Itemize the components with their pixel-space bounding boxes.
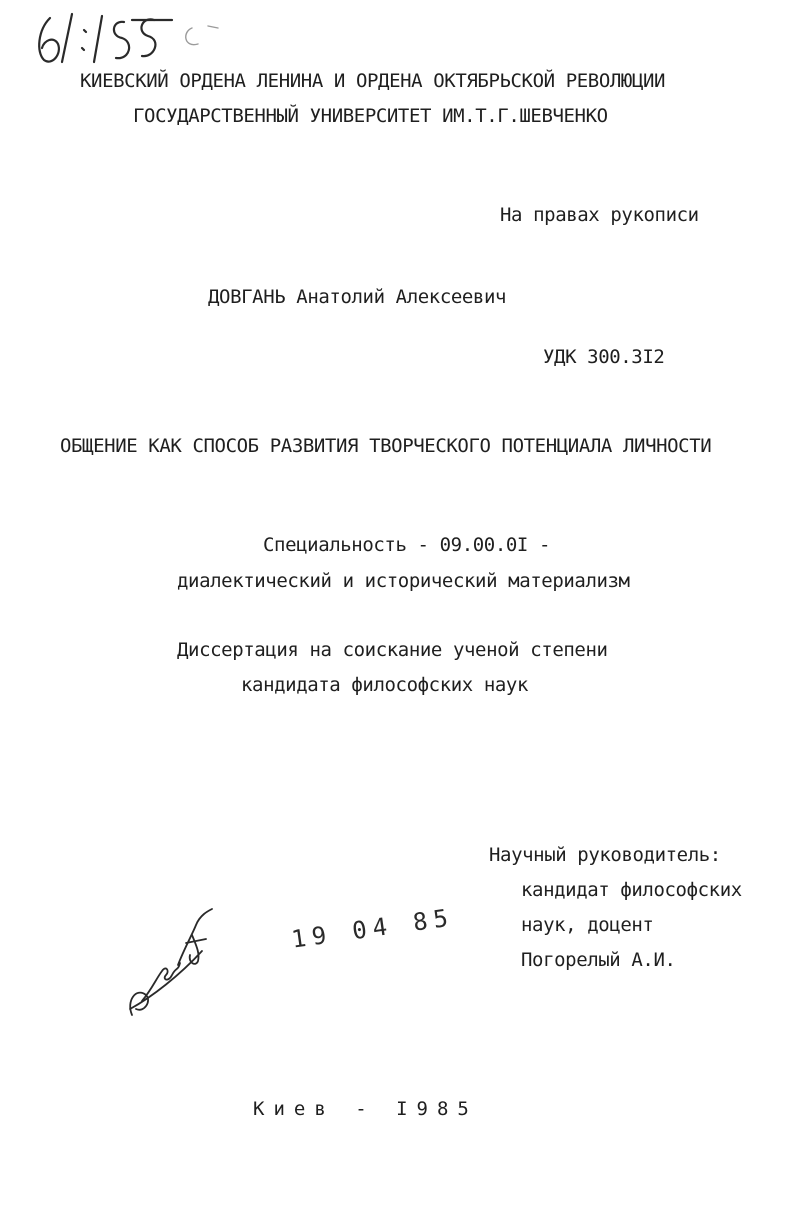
author-name: ДОВГАНЬ Анатолий Алексеевич bbox=[208, 286, 507, 308]
dissertation-title: ОБЩЕНИЕ КАК СПОСОБ РАЗВИТИЯ ТВОРЧЕСКОГО ПОТЕНЦИАЛА ЛИЧНОСТИ bbox=[60, 435, 712, 457]
supervisor-label: Научный руководитель: bbox=[489, 844, 721, 866]
header-university-line2: ГОСУДАРСТВЕННЫЙ УНИВЕРСИТЕТ ИМ.Т.Г.ШЕВЧЕНКО bbox=[133, 105, 608, 127]
header-university-line1: КИЕВСКИЙ ОРДЕНА ЛЕНИНА И ОРДЕНА ОКТЯБРЬСКОЙ РЕВОЛЮЦИИ bbox=[80, 70, 666, 92]
udc-code: УДК 300.3I2 bbox=[543, 346, 665, 368]
degree-line1: Диссертация на соискание ученой степени bbox=[177, 639, 608, 661]
specialty-name: диалектический и исторический материализм bbox=[177, 570, 630, 592]
supervisor-name: Погорелый А.И. bbox=[521, 949, 676, 971]
degree-line2: кандидата философских наук bbox=[241, 674, 529, 696]
archive-mark-handwritten bbox=[32, 8, 222, 70]
specialty-code: Специальность - 09.00.0I - bbox=[263, 534, 551, 556]
signature-handwritten bbox=[122, 905, 222, 1025]
footer-city-year: Киев - I985 bbox=[253, 1098, 478, 1120]
supervisor-title-line1: кандидат философских bbox=[521, 879, 742, 901]
supervisor-title-line2: наук, доцент bbox=[521, 914, 654, 936]
rights-note: На правах рукописи bbox=[500, 204, 699, 226]
stamp-date: 19 04 85 bbox=[289, 903, 456, 954]
